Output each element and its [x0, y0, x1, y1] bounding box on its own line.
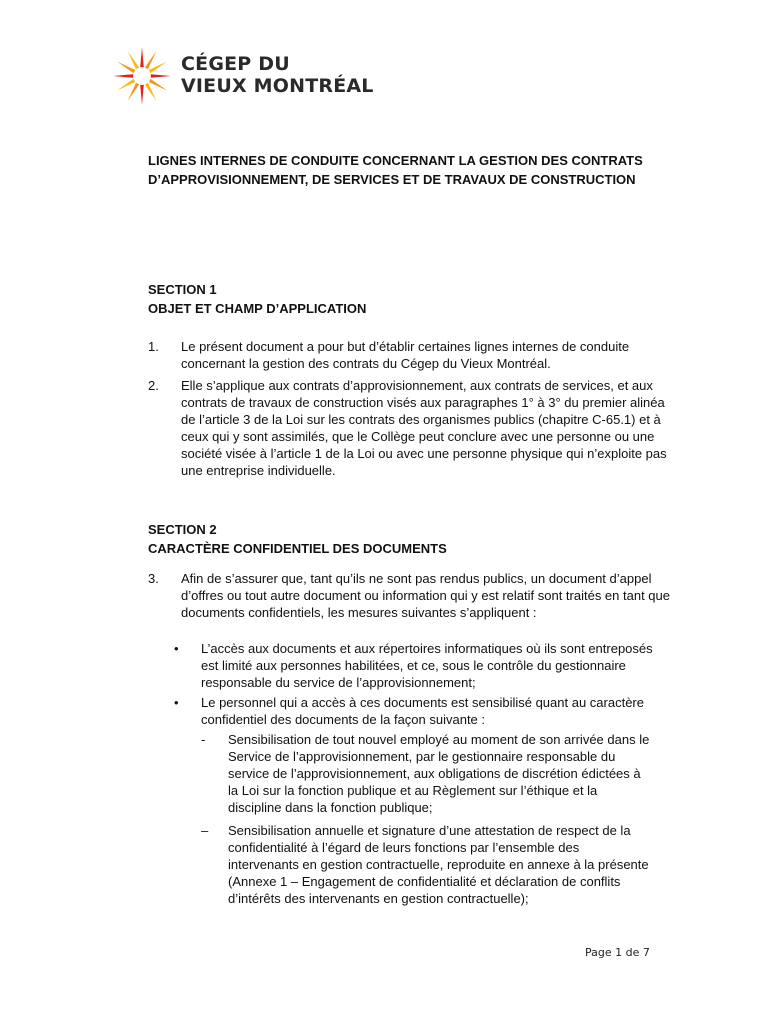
sub-item-text: Sensibilisation annuelle et signature d’une attestation de respect de la confidentialité à l’égard de leurs fonctions par l’ensemble des intervenants en gestion contractuelle, reproduite en annexe à la présente (Annexe 1 – Engagement de confidentialité et déclaration de conflits d’intérêts des intervenants en gestion contractuelle);	[228, 823, 649, 906]
cegep-logo	[112, 44, 392, 108]
bullet-icon: •	[174, 641, 179, 656]
bullet-icon: •	[174, 695, 179, 710]
logo-ray	[145, 83, 157, 101]
logo-ray	[117, 62, 135, 74]
bullet-text: Le personnel qui a accès à ces documents est sensibilisé quant au caractère confidentiel des documents de la façon suivante :	[201, 695, 644, 727]
section-1-title: OBJET ET CHAMP D’APPLICATION	[148, 301, 367, 316]
paragraph-number: 3.	[148, 571, 159, 586]
bullet-text: L’accès aux documents et aux répertoires informatiques où ils sont entreposés est limité aux personnes habilitées, et ce, sous le contrôle du gestionnaire responsable du service de l’approvisionnement;	[201, 641, 653, 690]
logo-line-2: VIEUX MONTRÉAL	[181, 75, 374, 97]
logo-ray	[140, 47, 144, 67]
logo-line-1: CÉGEP DU	[181, 53, 290, 75]
document-title: LIGNES INTERNES DE CONDUITE CONCERNANT LA GESTION DES CONTRATS D’APPROVISIONNEMENT, DE SERVICES ET DE TRAVAUX DE CONSTRUCTION	[148, 153, 643, 187]
logo-ray	[128, 51, 140, 69]
logo-ray	[117, 79, 135, 91]
logo-ray	[149, 62, 167, 74]
logo-ray	[128, 83, 140, 101]
logo-ray	[113, 74, 133, 78]
star-burst-icon	[112, 44, 172, 108]
logo-ray	[145, 51, 157, 69]
page-number: Page 1 de 7	[585, 946, 650, 959]
section-2-title: CARACTÈRE CONFIDENTIEL DES DOCUMENTS	[148, 541, 447, 556]
dash-marker: -	[201, 732, 206, 747]
sub-item-text: Sensibilisation de tout nouvel employé au moment de son arrivée dans le Service de l’approvisionnement, par le gestionnaire responsable du service de l’approvisionnement, aux obligations de discrétion édictées à la Loi sur la fonction publique et au Règlement sur l’éthique et la discipline dans la fonction publique;	[228, 732, 650, 815]
section-1-number: SECTION 1	[148, 282, 217, 297]
logo-ray	[151, 74, 171, 78]
section-2-heading	[148, 520, 668, 558]
logo-ray	[140, 85, 144, 105]
paragraph-number: 2.	[148, 378, 159, 393]
logo-ray	[149, 79, 167, 91]
dash-marker: –	[201, 823, 209, 838]
paragraph-text: Elle s’applique aux contrats d’approvisionnement, aux contrats de services, et aux contrats de travaux de construction visés aux paragraphes 1° à 3° du premier alinéa de l’article 3 de la Loi sur les contrats des organismes publics (chapitre C-65.1) et à ceux qui y sont assimilés, que le Collège peut conclure avec une personne ou une société visée à l’article 1 de la Loi ou avec une personne physique qui n’exploite pas une entreprise individuelle.	[181, 378, 667, 478]
section-2-number: SECTION 2	[148, 522, 217, 537]
paragraph-text: Afin de s’assurer que, tant qu’ils ne sont pas rendus publics, un document d’appel d’offres ou tout autre document ou information qui y est relatif sont traités en tant que documents confidentiels, les mesures suivantes s’appliquent :	[181, 571, 670, 620]
paragraph-text: Le présent document a pour but d’établir certaines lignes internes de conduite concernant la gestion des contrats du Cégep du Vieux Montréal.	[181, 339, 630, 371]
paragraph-number: 1.	[148, 339, 159, 354]
logo-wordmark	[181, 53, 374, 97]
section-1-heading	[148, 280, 668, 318]
